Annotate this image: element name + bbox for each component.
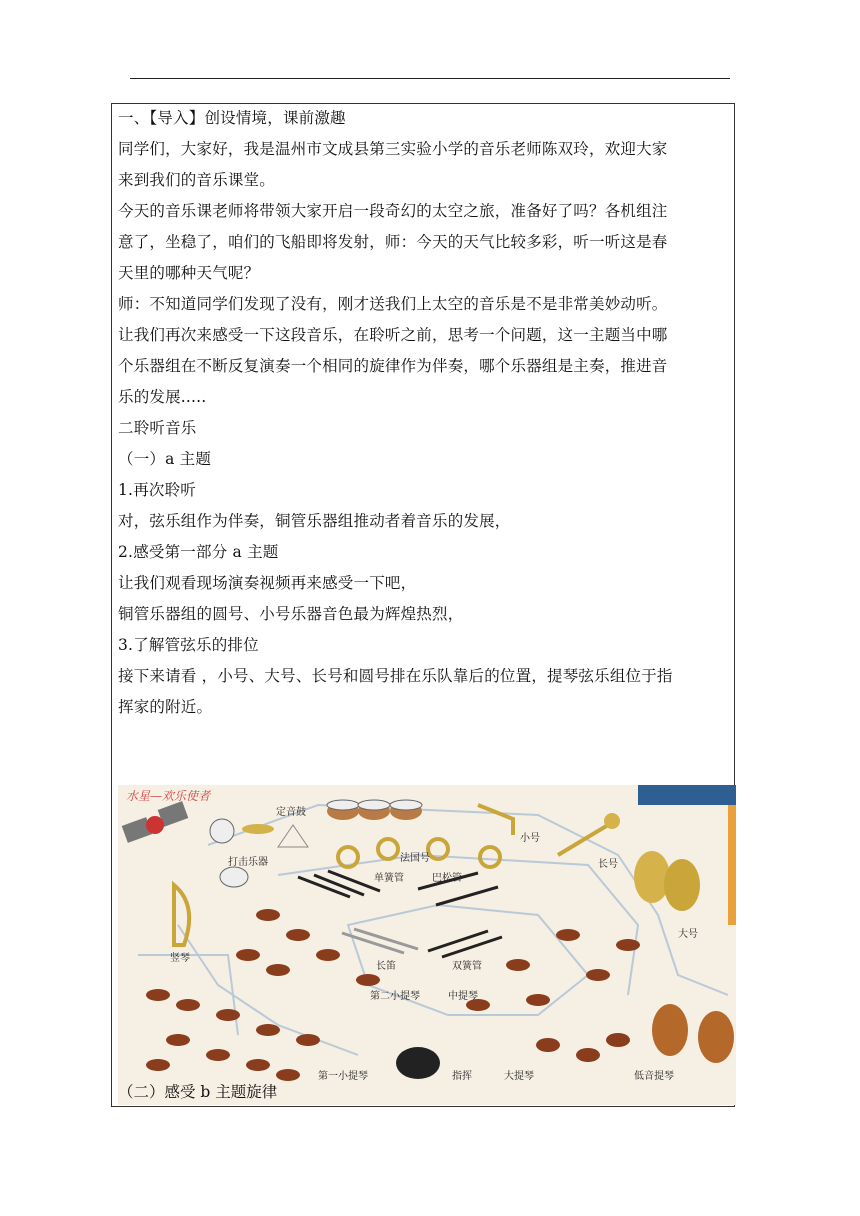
step-heading: 2.感受第一部分 a 主题 xyxy=(118,543,279,561)
label-conductor: 指挥 xyxy=(452,1071,472,1082)
timpani-icon xyxy=(327,800,422,820)
paragraph: 意了，坐稳了，咱们的飞船即将发射，师：今天的天气比较多彩，听一听这是春 xyxy=(118,233,668,251)
paragraph: 师：不知道同学们发现了没有，刚才送我们上太空的音乐是不是非常美妙动听。 xyxy=(118,295,668,313)
label-harp: 竖琴 xyxy=(170,953,190,964)
section-heading: 二聆听音乐 xyxy=(118,419,197,437)
orchestra-seating-image xyxy=(118,785,736,1105)
label-trumpet: 小号 xyxy=(520,833,540,844)
label-viola: 中提琴 xyxy=(448,991,478,1002)
label-bassoon: 巴松管 xyxy=(432,873,462,884)
banner-title: 水星—欢乐使者 xyxy=(126,789,211,803)
paragraph: 来到我们的音乐课堂。 xyxy=(118,171,276,189)
label-violin2: 第二小提琴 xyxy=(370,991,420,1002)
label-percussion: 打击乐器 xyxy=(228,857,268,868)
label-oboe: 双簧管 xyxy=(452,961,482,972)
subsection-heading: （一）a 主题 xyxy=(118,450,212,468)
paragraph: 乐的发展..... xyxy=(118,388,207,406)
label-timpani: 定音鼓 xyxy=(276,807,306,818)
paragraph: 今天的音乐课老师将带领大家开启一段奇幻的太空之旅，准备好了吗？各机组注 xyxy=(118,202,668,220)
lesson-content xyxy=(118,108,730,728)
paragraph: 挥家的附近。 xyxy=(118,698,213,716)
section-caption: （二）感受 b 主题旋律 xyxy=(118,1083,278,1101)
label-tuba: 大号 xyxy=(678,929,698,940)
orchestra-seating-diagram xyxy=(118,785,736,1082)
step-heading: 3.了解管弦乐的排位 xyxy=(118,636,259,654)
paragraph: 天里的哪种天气呢？ xyxy=(118,264,260,282)
label-cello: 大提琴 xyxy=(504,1071,534,1082)
intro-heading: 一、【导入】创设情境，课前激趣 xyxy=(118,109,346,127)
step-heading: 1.再次聆听 xyxy=(118,481,196,499)
paragraph: 个乐器组在不断反复演奏一个相同的旋律作为伴奏，哪个乐器组是主奏，推进音 xyxy=(118,357,668,375)
paragraph: 让我们观看现场演奏视频再来感受一下吧， xyxy=(118,574,417,592)
label-horn: 法国号 xyxy=(400,853,430,864)
paragraph: 同学们，大家好，我是温州市文成县第三实验小学的音乐老师陈双玲，欢迎大家 xyxy=(118,140,668,158)
label-flute: 长笛 xyxy=(376,961,396,972)
paragraph: 接下来请看 ，小号、大号、长号和圆号排在乐队靠后的位置，提琴弦乐组位于指 xyxy=(118,667,673,685)
paragraph: 让我们再次来感受一下这段音乐，在聆听之前，思考一个问题，这一主题当中哪 xyxy=(118,326,668,344)
conductor-icon xyxy=(396,1047,440,1079)
label-bass: 低音提琴 xyxy=(634,1071,674,1082)
header-rule xyxy=(130,78,730,79)
label-violin1: 第一小提琴 xyxy=(318,1071,368,1082)
paragraph: 铜管乐器组的圆号、小号乐器音色最为辉煌热烈， xyxy=(118,605,464,623)
label-clarinet: 单簧管 xyxy=(374,873,404,884)
paragraph: 对，弦乐组作为伴奏，铜管乐器组推动者着音乐的发展， xyxy=(118,512,511,530)
label-trombone: 长号 xyxy=(598,859,618,870)
